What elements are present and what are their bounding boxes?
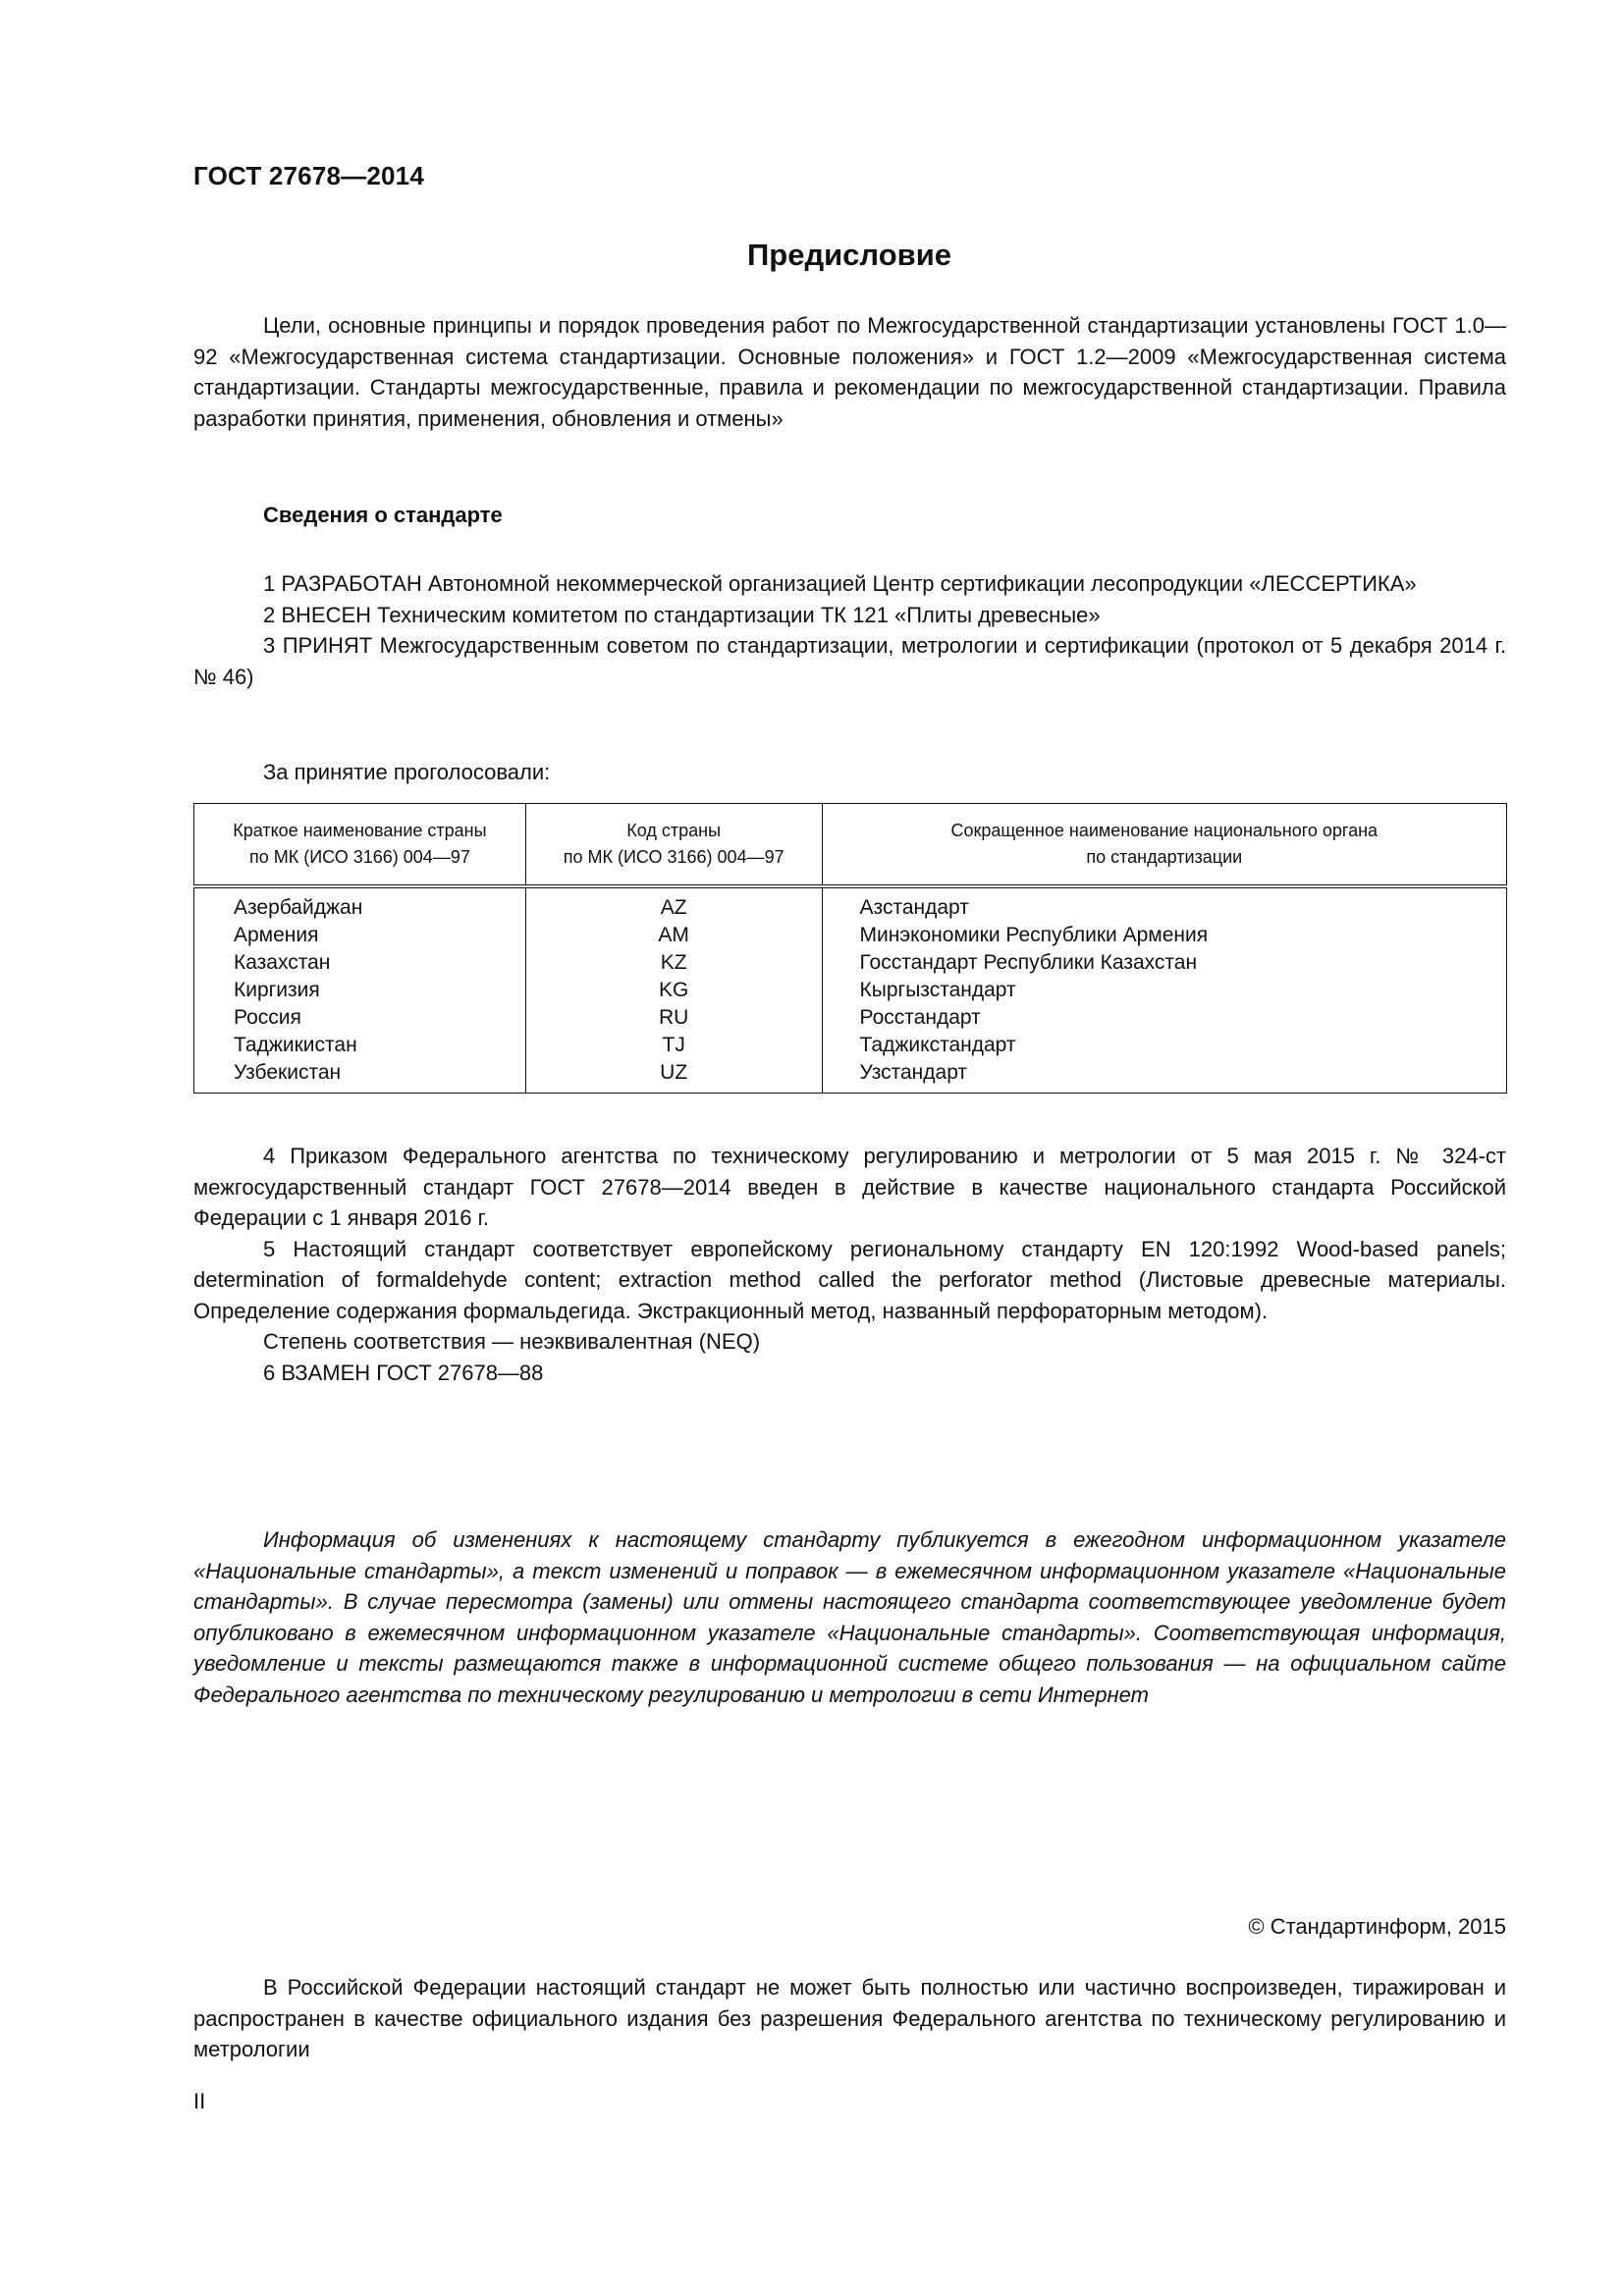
table-row <box>194 1059 1507 1094</box>
amendments-notice-text: Информация об изменениях к настоящему стандарту публикуется в ежегодном информационном указателе «Национальные стандарты», а текст изменений и поправок — в ежемесячном информационном указателе «Национальные стандарты». В случае пересмотра (замены) или отмены настоящего стандарта соответствующее уведомление будет опубликовано в ежемесячном информационном указателе «Национальные стандарты». Соответствующая информация, уведомление и тексты размещаются также в информационной системе общего пользования — на официальном сайте Федерального агентства по техническому регулированию и метрологии в сети Интернет <box>193 1527 1506 1707</box>
country-cell: Таджикистан <box>194 1032 526 1059</box>
column-header-code: Код страны по МК (ИСО 3166) 004—97 <box>525 804 822 887</box>
country-cell: Россия <box>194 1004 526 1032</box>
table-row <box>194 922 1507 949</box>
column-header-body: Сокращенное наименование национального органа по стандартизации <box>822 804 1506 887</box>
info-item-2: 2 ВНЕСЕН Техническим комитетом по стандартизации ТК 121 «Плиты древесные» <box>263 602 1101 627</box>
info-item-5: 5 Настоящий стандарт соответствует европейскому региональному стандарту EN 120:1992 Wood-based panels; determination of formaldehyde content; extraction method called the perforator method (Листовые древесные материалы. Определение содержания формальдегида. Экстракционный метод, названный перфораторным методом). <box>193 1236 1506 1323</box>
copyright: © Стандартинформ, 2015 <box>1248 1914 1506 1939</box>
code-cell: KG <box>525 977 822 1004</box>
conformity-degree: Степень соответствия — неэквивалентная (NEQ) <box>263 1329 761 1354</box>
body-cell: Кыргызстандарт <box>822 977 1506 1004</box>
body-cell: Госстандарт Республики Казахстан <box>822 949 1506 977</box>
info-item-3: 3 ПРИНЯТ Межгосударственным советом по стандартизации, метрологии и сертификации (протокол от 5 декабря 2014 г. № 46) <box>193 633 1506 689</box>
reproduction-notice <box>193 1972 1506 2065</box>
reproduction-notice-text: В Российской Федерации настоящий стандарт не может быть полностью или частично воспроизведен, тиражирован и распространен в качестве официального издания без разрешения Федерального агентства по техническому регулированию и метрологии <box>193 1975 1506 2061</box>
code-cell: AZ <box>525 886 822 922</box>
country-cell: Азербайджан <box>194 886 526 922</box>
body-cell: Таджикстандарт <box>822 1032 1506 1059</box>
page-title: Предисловие <box>746 238 951 272</box>
later-items <box>193 1141 1506 1388</box>
voted-label-wrap <box>193 757 1506 788</box>
table-row <box>194 1004 1507 1032</box>
country-cell: Казахстан <box>194 949 526 977</box>
standard-info-heading: Сведения о стандарте <box>263 503 503 527</box>
intro-paragraph <box>193 310 1506 434</box>
body-cell: Узстандарт <box>822 1059 1506 1094</box>
body-cell: Росстандарт <box>822 1004 1506 1032</box>
document-code: ГОСТ 27678—2014 <box>193 161 424 190</box>
code-cell: RU <box>525 1004 822 1032</box>
country-cell: Киргизия <box>194 977 526 1004</box>
body-cell: Минэкономики Республики Армения <box>822 922 1506 949</box>
body-cell: Азстандарт <box>822 886 1506 922</box>
code-cell: UZ <box>525 1059 822 1094</box>
table-row <box>194 1032 1507 1059</box>
info-item-6: 6 ВЗАМЕН ГОСТ 27678—88 <box>263 1360 544 1385</box>
country-cell: Армения <box>194 922 526 949</box>
amendments-notice <box>193 1524 1506 1710</box>
page-number: II <box>193 2089 206 2113</box>
code-cell: KZ <box>525 949 822 977</box>
table-header-row <box>194 804 1507 887</box>
intro-text: Цели, основные принципы и порядок проведения работ по Межгосударственной стандартизации установлены ГОСТ 1.0—92 «Межгосударственная система стандартизации. Основные положения» и ГОСТ 1.2—2009 «Межгосударственная система стандартизации. Стандарты межгосударственные, правила и рекомендации по межгосударственной стандартизации. Правила разработки принятия, применения, обновления и отмены» <box>193 313 1506 431</box>
table-row <box>194 949 1507 977</box>
voting-countries-table <box>193 803 1507 1094</box>
info-item-1: 1 РАЗРАБОТАН Автономной некоммерческой организацией Центр сертификации лесопродукции «ЛЕССЕРТИКА» <box>263 571 1417 596</box>
code-cell: TJ <box>525 1032 822 1059</box>
voted-label: За принятие проголосовали: <box>263 760 551 784</box>
code-cell: AM <box>525 922 822 949</box>
column-header-country: Краткое наименование страны по МК (ИСО 3166) 004—97 <box>194 804 526 887</box>
standard-info-items <box>193 568 1506 692</box>
table-row <box>194 977 1507 1004</box>
info-item-4: 4 Приказом Федерального агентства по техническому регулированию и метрологии от 5 мая 2015 г. № 324-ст межгосударственный стандарт ГОСТ 27678—2014 введен в действие в качестве национального стандарта Российской Федерации с 1 января 2016 г. <box>193 1144 1506 1230</box>
country-cell: Узбекистан <box>194 1059 526 1094</box>
table-row <box>194 886 1507 922</box>
